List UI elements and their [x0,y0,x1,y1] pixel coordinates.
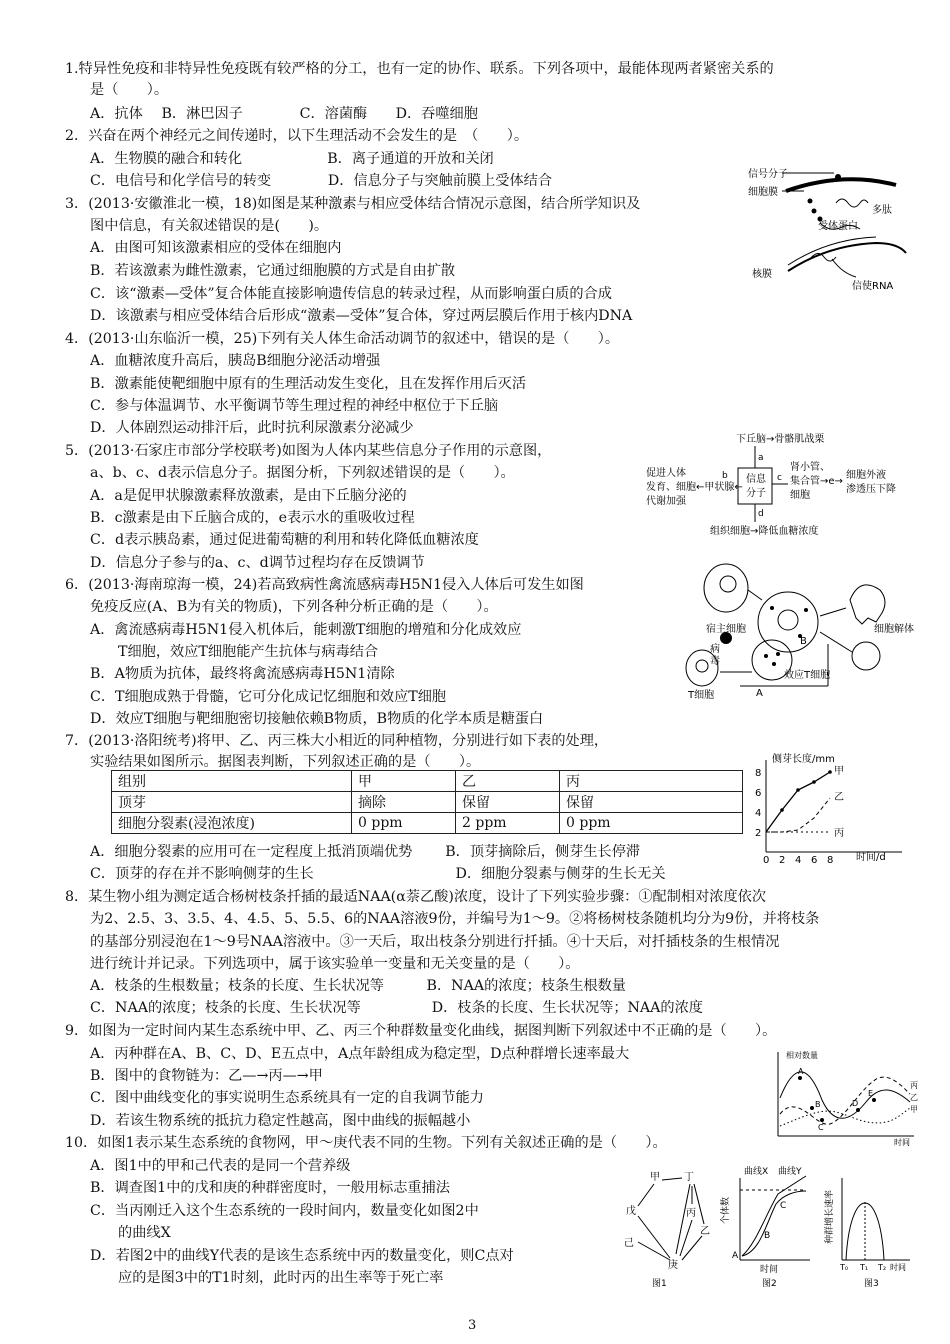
q7-stem-line2: 实验结果如图所示。据图表判断，下列叙述正确的是（ ）。 [90,754,481,770]
fig5-left1: 促进人体 [646,468,686,479]
fig5-left3: 代谢加强 [646,496,686,507]
fig9-point-a: A [798,1067,804,1076]
q4-option-b: B．激素能使靶细胞中原有的生理活动发生变化，且在发挥作用后灭活 [90,376,527,392]
chart-series-jia: 甲 [834,766,844,777]
fig5-c: c [777,473,782,483]
table-cell: 保留 [456,792,560,813]
fig5-rr2: 渗透压下降 [846,484,896,495]
q6-option-a1: A．禽流感病毒H5N1侵入机体后，能刺激T细胞的增殖和分化成效应 [90,622,522,638]
table-row [112,792,743,813]
fig6-host: 宿主细胞 [706,624,746,635]
fig1-caption: 图1 [652,1279,667,1289]
signal-molecule-diagram [646,430,908,542]
table-cell: 丙 [560,771,743,792]
table-cell: 组别 [112,771,352,792]
fig3-caption: 图3 [864,1279,879,1289]
chart-series-bing: 丙 [834,828,844,839]
fig2-curve-y-label: 曲线Y [778,1167,802,1177]
q8-line3: 的基部分别浸泡在1～9号NAA溶液中。③一天后，取出枝条分别进行扦插。④十天后，对扦插枝条的生根情况 [90,934,780,950]
fig5-box-line1: 信息 [746,474,766,485]
fig5-bottom: 组织细胞→降低血糖浓度 [710,526,819,537]
fig2-point-b: B [764,1231,771,1241]
fig3-growth-rate [823,1178,910,1289]
q9-option-d: D．若该生物系统的抵抗力稳定性越高，图中曲线的振幅越小 [90,1113,471,1129]
q9-option-c: C．图中曲线变化的事实说明生态系统具有一定的自我调节能力 [90,1090,484,1106]
q1-stem-line1: 1.特异性免疫和非特异性免疫既有较严格的分工，也有一定的协作、联系。下列各项中，最能体现两者紧密关系的 [65,61,774,77]
fig5-d: d [758,509,764,519]
q7-options-ab: A．细胞分裂素的应用可在一定程度上抵消顶端优势 B．顶芽摘除后，侧芽生长停滞 [90,844,641,860]
chart-xlabel: 时间/d [856,852,886,863]
fig9-series-yi: 乙 [910,1093,918,1102]
fig6-virus2: 毒 [710,656,720,667]
chart-xtick: 2 [779,855,786,864]
q2-options-ab: A．生物膜的融合和转化 B．离子通道的开放和关闭 [90,151,494,167]
q1-options: A．抗体 B．淋巴因子 C．溶菌酶 D．吞噬细胞 [90,106,478,122]
chart-ytick: 8 [755,768,762,779]
q8-line2: 为2、2.5、3、3.5、4、4.5、5、5.5、6的NAA溶液9份，并编号为1～9。②将杨树枝条随机均分为9份，并将枝条 [90,911,820,927]
fig3-t1: T₁ [860,1263,869,1272]
q8-options-ab: A．枝条的生根数量；枝条的长度、生长状况等 B．NAA的浓度；枝条生根数量 [90,978,626,994]
fig9-series-jia: 甲 [910,1105,918,1114]
fig9-series-bing: 丙 [910,1081,918,1090]
table-cell: 保留 [560,792,743,813]
fig9-xlabel: 时间 [894,1138,910,1146]
fig6-b: B [800,636,807,647]
q3-option-b: B．若该激素为雌性激素，它通过细胞膜的方式是自由扩散 [90,263,456,279]
fig2-curves [719,1165,810,1289]
q10-option-d2: 应的是图3中的T1时刻，此时丙的出生率等于死亡率 [118,1270,444,1286]
q2-stem: 2．兴奋在两个神经元之间传递时，以下生理活动不会发生的是 （ ）。 [65,128,529,144]
fig3-label-nuclear-membrane: 核膜 [752,269,772,280]
q10-option-a: A．图1中的甲和己代表的是同一个营养级 [90,1158,351,1174]
q9-stem: 9．如图为一定时间内某生态系统中甲、乙、丙三个种群数量变化曲线，据图判断下列叙述中不正确的是（ ）。 [65,1023,777,1039]
fig3-label-peptide: 多肽 [872,205,892,216]
q2-options-cd: C．电信号和化学信号的转变 D．信息分子与突触前膜上受体结合 [90,173,553,189]
q8-options-cd: C．NAA的浓度；枝条的长度、生长状况等 D．枝条的长度、生长状况等；NAA的浓度 [90,1000,703,1016]
fig1-node: 乙 [700,1226,710,1237]
receptor-diagram [748,163,908,293]
fig2-ylabel: 个体数 [721,1196,731,1224]
q10-option-c2: 的曲线X [118,1225,171,1241]
q8-line1: 8．某生物小组为测定适合杨树枝条扦插的最适NAA(α萘乙酸)浓度，设计了下列实验步骤：①配制相对浓度依次 [65,889,767,905]
fig3-label-signal: 信号分子 [748,169,788,180]
fig3-xlabel: 时间 [890,1263,906,1272]
fig5-left2: 发育、细胞 [646,482,696,493]
q7-treatment-table [111,770,743,834]
table-row [112,813,743,834]
table-cell: 摘除 [352,792,456,813]
q10-option-b: B．调查图1中的戊和庚的种群密度时，一般用标志重捕法 [90,1180,450,1196]
fig1-node: 丙 [686,1208,696,1219]
table-cell: 2 ppm [456,813,560,834]
q8-line4: 进行统计并记录。下列选项中，属于该实验单一变量和无关变量的是（ ）。 [90,956,580,972]
q5-option-d: D．信息分子参与的a、c、d调节过程均存在反馈调节 [90,555,425,571]
q4-option-a: A．血糖浓度升高后，胰岛B细胞分泌活动增强 [90,353,381,369]
q6-option-a2: T细胞，效应T细胞能产生抗体与病毒结合 [118,644,379,660]
fig6-effector: 效应T细胞 [784,670,831,681]
q3-option-a: A．由图可知该激素相应的受体在细胞内 [90,240,342,256]
table-cell: 0 ppm [560,813,743,834]
chart-xtick: 6 [811,855,818,864]
q10-option-c1: C．当丙刚迁入这个生态系统的一段时间内，数量变化如图2中 [90,1203,479,1219]
fig2-point-a: A [732,1251,739,1261]
chart-ytick: 2 [755,828,762,839]
fig2-xlabel: 时间 [760,1265,779,1275]
fig1-node: 丁 [684,1172,694,1183]
q3-stem-line2: 图中信息，有关叙述错误的是( )。 [90,218,329,234]
population-curve-diagram [770,1048,920,1146]
fig6-a: A [756,688,763,699]
q6-option-d: D．效应T细胞与靶细胞密切接触依赖B物质，B物质的化学本质是糖蛋白 [90,711,544,727]
fig6-tcell: T细胞 [688,690,715,700]
fig1-node: 庚 [668,1260,678,1271]
fig6-lysis: 细胞解体 [874,624,914,635]
fig5-a: a [758,453,764,463]
fig3-ylabel: 种群增长速率 [825,1189,835,1244]
fig5-right1: 肾小管、 [790,462,830,473]
q4-stem: 4．(2013·山东临沂一模，25)下列有关人体生命活动调节的叙述中，错误的是（ ）。 [65,331,620,347]
fig5-right2: 集合管→e→ [790,476,843,487]
fig5-top: 下丘脑→骨骼肌战栗 [736,434,825,445]
fig2-point-c: C [780,1201,787,1211]
q7-options-cd: C．顶芽的存在并不影响侧芽的生长 D．细胞分裂素与侧芽的生长无关 [90,866,666,882]
fig3-label-mrna: 信使RNA [852,281,894,292]
q6-option-b: B．A物质为抗体，最终将禽流感病毒H5N1清除 [90,666,395,682]
q5-option-c: C．d表示胰岛素，通过促进葡萄糖的利用和转化降低血糖浓度 [90,532,479,548]
fig3-t0: T₀ [840,1263,849,1272]
q9-option-b: B．图中的食物链为：乙—→丙—→甲 [90,1068,323,1084]
table-cell: 顶芽 [112,792,352,813]
chart-xtick: 8 [827,855,834,864]
fig1-food-web [624,1171,710,1289]
fig9-point-c: C [818,1123,824,1132]
q3-stem-line1: 3．(2013·安徽淮北一模，18)如图是某种激素与相应受体结合情况示意图，结合所学知识及 [65,196,641,212]
immune-response-diagram [660,560,922,700]
fig9-point-b: B [815,1100,821,1109]
q7-stem-line1: 7．(2013·洛阳统考)将甲、乙、丙三株大小相近的同种植物，分别进行如下表的处理， [65,733,609,749]
q5-stem-line1: 5．(2013·石家庄市部分学校联考)如图为人体内某些信息分子作用的示意图， [65,443,552,459]
fig1-node: 己 [624,1238,634,1249]
lateral-bud-chart [752,752,912,864]
chart-ytick: 6 [755,788,762,799]
table-cell: 甲 [352,771,456,792]
food-web-figures [610,1164,920,1290]
q6-option-c: C．T细胞成熟于骨髓，它可分化成记忆细胞和效应T细胞 [90,689,447,705]
q10-stem: 10．如图1表示某生态系统的食物网，甲～庚代表不同的生物。下列有关叙述正确的是（ ）。 [65,1135,667,1151]
fig2-curve-x-label: 曲线X [744,1167,769,1177]
chart-series-yi: 乙 [834,792,844,803]
table-cell: 0 ppm [352,813,456,834]
q5-stem-line2: a、b、c、d表示信息分子。据图分析，下列叙述错误的是（ ）。 [90,465,515,481]
fig9-ylabel: 相对数量 [786,1051,818,1060]
chart-ylabel: 侧芽长度/mm [772,754,835,765]
fig5-rr1: 细胞外液 [846,470,886,481]
q3-option-c: C．该“激素—受体”复合体能直接影响遗传信息的转录过程，从而影响蛋白质的合成 [90,286,612,302]
q3-option-d: D．该激素与相应受体结合后形成“激素—受体”复合体，穿过两层膜后作用于核内DNA [90,308,633,324]
q6-stem-line2: 免疫反应(A、B为有关的物质)，下列各种分析正确的是（ ）。 [90,599,498,615]
fig9-point-e: E [868,1089,874,1098]
chart-xtick: 0 [763,855,770,864]
q5-option-b: B．c激素是由下丘脑合成的，e表示水的重吸收过程 [90,510,415,526]
q4-option-d: D．人体剧烈运动排汗后，此时抗利尿激素分泌减少 [90,420,414,436]
q1-stem-line2: 是（ ）。 [90,82,169,98]
q10-option-d1: D．若图2中的曲线Y代表的是该生态系统中丙的数量变化，则C点对 [90,1248,514,1264]
fig3-label-receptor: 受体蛋白 [818,221,858,232]
fig5-box-line2: 分子 [746,488,766,499]
chart-ytick: 4 [755,808,762,819]
table-row [112,771,743,792]
chart-xtick: 4 [795,855,802,864]
table-cell: 细胞分裂素(浸泡浓度) [112,813,352,834]
table-cell: 乙 [456,771,560,792]
fig2-caption: 图2 [762,1279,777,1289]
fig9-point-d: D [852,1099,859,1108]
q5-option-a: A．a是促甲状腺激素释放激素，是由下丘脑分泌的 [90,488,407,504]
fig6-virus1: 病 [710,644,720,655]
fig5-right3: 细胞 [790,490,810,501]
q4-option-c: C．参与体温调节、水平衡调节等生理过程的神经中枢位于下丘脑 [90,398,499,414]
fig3-t2: T₂ [878,1263,887,1272]
fig1-node: 甲 [650,1172,660,1183]
fig5-left-mid: ←甲状腺← [696,482,743,493]
page-number: 3 [468,1318,477,1333]
q9-option-a: A．丙种群在A、B、C、D、E五点中，A点年龄组成为稳定型，D点种群增长速率最大 [90,1046,630,1062]
fig1-node: 戊 [626,1206,636,1217]
q6-stem-line1: 6．(2013·海南琼海一模，24)若高致病性禽流感病毒H5N1侵入人体后可发生如图 [65,577,584,593]
fig5-b: b [722,471,728,481]
fig3-label-membrane: 细胞膜 [748,187,778,198]
